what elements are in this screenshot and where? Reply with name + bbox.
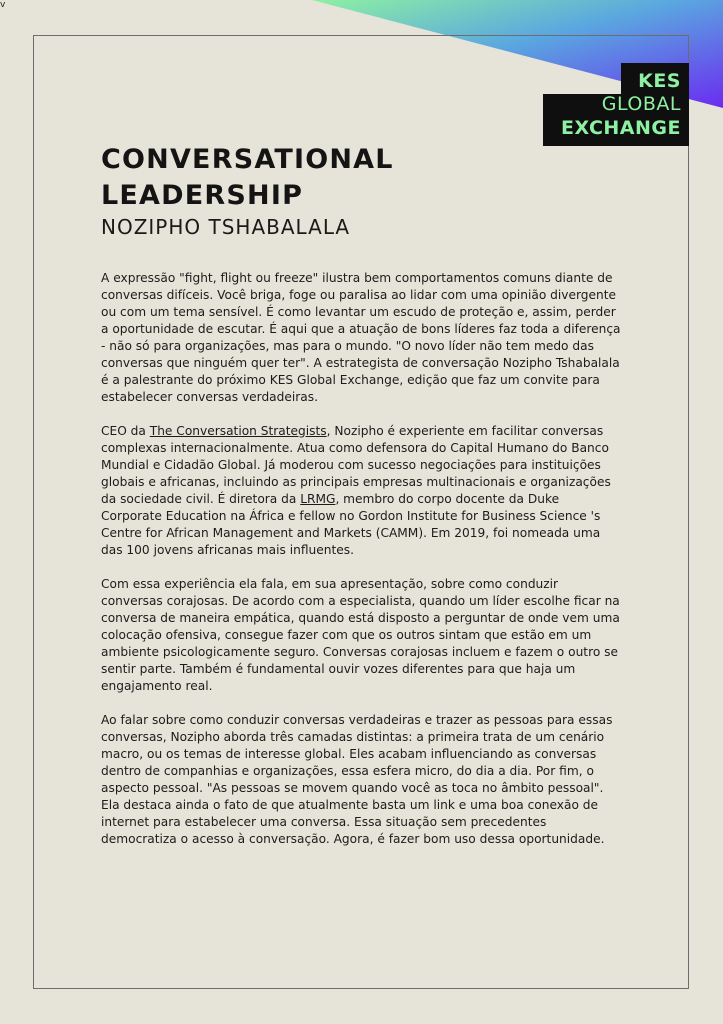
conversation-strategists-link[interactable]: The Conversation Strategists [149, 424, 327, 438]
corner-mark: v [0, 0, 6, 10]
logo-line-exchange: EXCHANGE [543, 116, 689, 146]
page-subtitle: NOZIPHO TSHABALALA [101, 215, 351, 239]
paragraph-2-text-middle: , Nozipho é experiente em facilitar conversas complexas internacionalmente. Atua como defensora do Capital Humano do Banco Mundial e Cidadão Global. Já moderou com sucesso negociações para instituições globais e africanas, incluindo as principais empresas multinacionais e organizações da sociedade civil. É diretora da [101, 424, 611, 506]
article-body [101, 270, 623, 865]
paragraph-1: A expressão "fight, flight ou freeze" ilustra bem comportamentos comuns diante de conversas difíceis. Você briga, foge ou paralisa ao lidar com uma opinião divergente ou com um tema sensível. É como levantar um escudo de proteção e, assim, perder a oportunidade de escutar. É aqui que a atuação de bons líderes faz toda a diferença - não só para organizações, mas para o mundo. "O novo líder não tem medo das conversas que ninguém quer ter". A estrategista de conversação Nozipho Tshabalala é a palestrante do próximo KES Global Exchange, edição que faz um convite para estabelecer conversas verdadeiras. [101, 271, 621, 404]
paragraph-4: Ao falar sobre como conduzir conversas verdadeiras e trazer as pessoas para essas conversas, Nozipho aborda três camadas distintas: a primeira trata de um cenário macro, ou os temas de interesse global. Eles acabam influenciando as conversas dentro de companhias e organizações, essa esfera micro, do dia a dia. Por fim, o aspecto pessoal. "As pessoas se movem quando você as toca no âmbito pessoal". Ela destaca ainda o fato de que atualmente basta um link e uma boa conexão de internet para estabelecer uma conversa. Essa situação sem precedentes democratiza o acesso à conversação. Agora, é fazer bom uso dessa oportunidade. [101, 713, 613, 846]
paragraph-3: Com essa experiência ela fala, em sua apresentação, sobre como conduzir conversas corajosas. De acordo com a especialista, quando um líder escolhe ficar na conversa de maneira empática, quando está disposto a perguntar de onde vem uma colocação ofensiva, consegue fazer com que os outros sintam que estão em um ambiente psicologicamente seguro. Conversas corajosas incluem e fazem o outro se sentir parte. Também é fundamental ouvir vozes diferentes para que haja um engajamento real. [101, 577, 620, 693]
paragraph-2-text-end: , membro do corpo docente da Duke Corporate Education na África e fellow no Gordon Institute for Business Science 's Centre for African Management and Markets (CAMM). Em 2019, foi nomeada uma das 100 jovens africanas mais influentes. [101, 492, 601, 557]
lrmg-link[interactable]: LRMG [300, 492, 336, 506]
logo-line-global: GLOBAL [543, 94, 689, 116]
paragraph-2-text-start: CEO da [101, 424, 150, 438]
paragraph-2 [101, 423, 623, 559]
kes-global-exchange-logo [543, 63, 689, 146]
logo-line-kes: KES [621, 63, 689, 94]
page-title: CONVERSATIONAL LEADERSHIP [101, 144, 394, 211]
